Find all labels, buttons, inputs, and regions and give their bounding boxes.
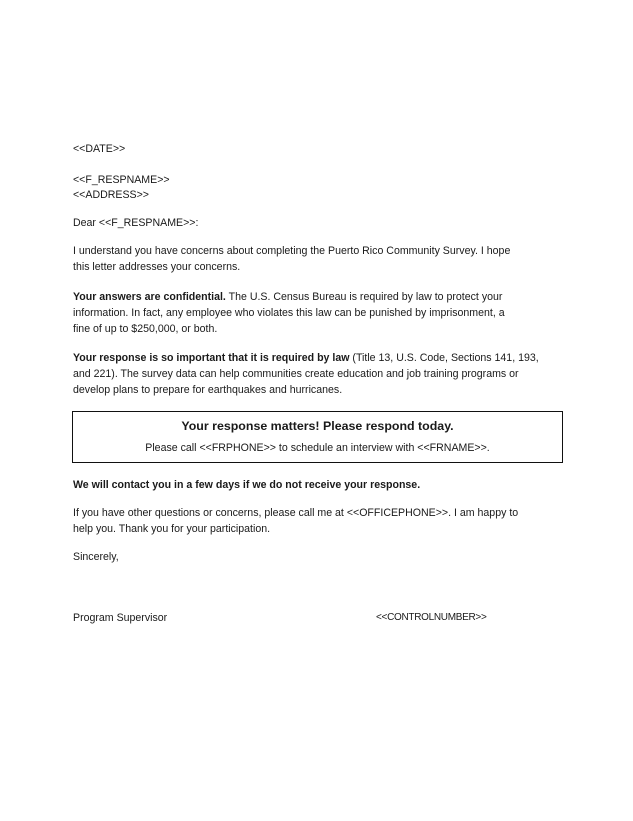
para4-line: help you. Thank you for your participation. [73,523,271,535]
date-field: <<DATE>> [73,143,126,155]
para2-line: fine of up to $250,000, or both. [73,323,218,335]
callout-title: Your response matters! Please respond today. [181,419,454,433]
control-number: <<CONTROLNUMBER>> [376,612,487,623]
para3-line [73,351,539,365]
para2-text: The U.S. Census Bureau is required by law to protect your [225,291,503,303]
para1-line: I understand you have concerns about completing the Puerto Rico Community Survey. I hope [73,245,511,257]
para3-line: and 221). The survey data can help communities create education and job training programs or [73,368,519,380]
para3-line: develop plans to prepare for earthquakes and hurricanes. [73,384,343,396]
required-lead: Your response is so important that it is required by law [73,352,350,364]
callout-box [72,411,563,463]
recipient-name: <<F_RESPNAME>> [73,174,170,186]
para1-line: this letter addresses your concerns. [73,261,241,273]
signature-title: Program Supervisor [73,612,168,624]
closing: Sincerely, [73,551,119,563]
para3-text: (Title 13, U.S. Code, Sections 141, 193, [349,352,539,364]
para2-line: information. In fact, any employee who violates this law can be punished by imprisonment, a [73,307,505,319]
salutation: Dear <<F_RESPNAME>>: [73,217,199,229]
para2-line [73,290,502,304]
callout-text: Please call <<FRPHONE>> to schedule an interview with <<FRNAME>>. [145,442,490,454]
recipient-address: <<ADDRESS>> [73,189,149,201]
contact-notice: We will contact you in a few days if we do not receive your response. [73,479,421,491]
confidential-lead: Your answers are confidential. [73,291,226,303]
para4-line: If you have other questions or concerns, please call me at <<OFFICEPHONE>>. I am happy to [73,507,519,519]
